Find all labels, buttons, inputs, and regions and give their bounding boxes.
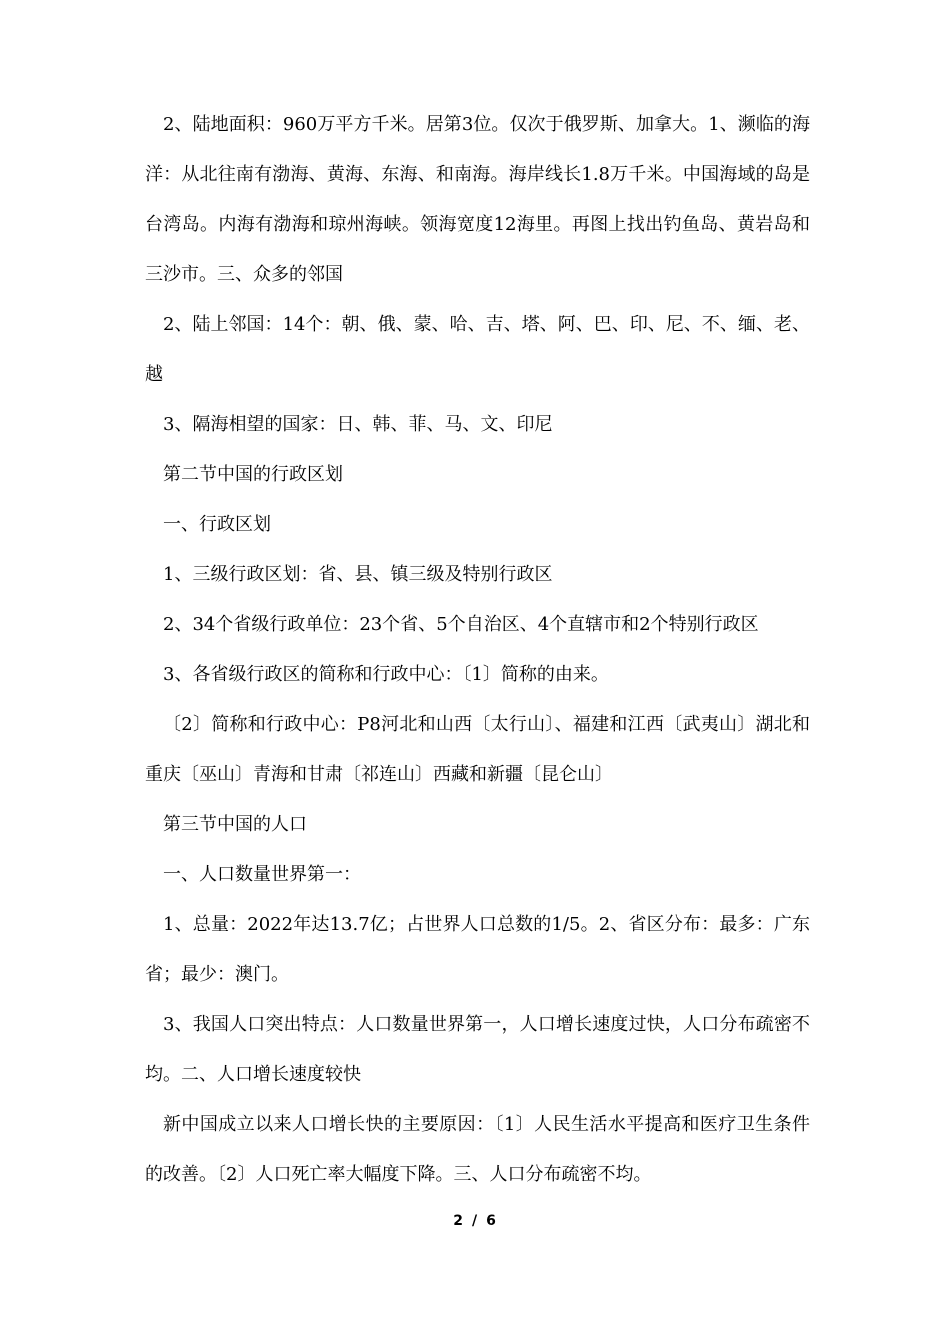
paragraph: 新中国成立以来人口增长快的主要原因：〔1〕人民生活水平提高和医疗卫生条件的改善。〔2〕人口死亡率大幅度下降。三、人口分布疏密不均。 [145, 1114, 810, 1185]
total-pages-number: 6 [486, 1213, 497, 1229]
page-number [0, 1213, 950, 1229]
paragraph: 第二节中国的行政区划 [163, 464, 343, 485]
current-page-number: 2 [453, 1213, 464, 1229]
paragraph: 3、隔海相望的国家：日、韩、菲、马、文、印尼 [163, 414, 553, 435]
page-separator: / [471, 1213, 479, 1229]
paragraph: 一、行政区划 [163, 514, 271, 535]
paragraph: 〔2〕简称和行政中心：P8河北和山西〔太行山〕、福建和江西〔武夷山〕湖北和重庆〔巫山〕青海和甘肃〔祁连山〕西藏和新疆〔昆仑山〕 [145, 714, 810, 785]
paragraph: 1、三级行政区划：省、县、镇三级及特别行政区 [163, 564, 553, 585]
paragraph: 2、陆上邻国：14个：朝、俄、蒙、哈、吉、塔、阿、巴、印、尼、不、缅、老、越 [145, 314, 810, 385]
document-body [145, 100, 810, 1200]
paragraph: 2、34个省级行政单位：23个省、5个自治区、4个直辖市和2个特别行政区 [163, 614, 759, 635]
paragraph: 一、人口数量世界第一： [163, 864, 361, 885]
paragraph: 2、陆地面积：960万平方千米。居第3位。仅次于俄罗斯、加拿大。1、濒临的海洋：从北往南有渤海、黄海、东海、和南海。海岸线长1.8万千米。中国海域的岛是台湾岛。内海有渤海和琼州海峡。领海宽度12海里。再图上找出钓鱼岛、黄岩岛和三沙市。三、众多的邻国 [145, 114, 810, 285]
paragraph: 1、总量：2022年达13.7亿；占世界人口总数的1/5。2、省区分布：最多：广东省；最少：澳门。 [145, 914, 810, 985]
paragraph: 第三节中国的人口 [163, 814, 307, 835]
paragraph: 3、我国人口突出特点：人口数量世界第一，人口增长速度过快，人口分布疏密不均。二、人口增长速度较快 [145, 1014, 810, 1085]
paragraph: 3、各省级行政区的简称和行政中心：〔1〕简称的由来。 [163, 664, 609, 685]
